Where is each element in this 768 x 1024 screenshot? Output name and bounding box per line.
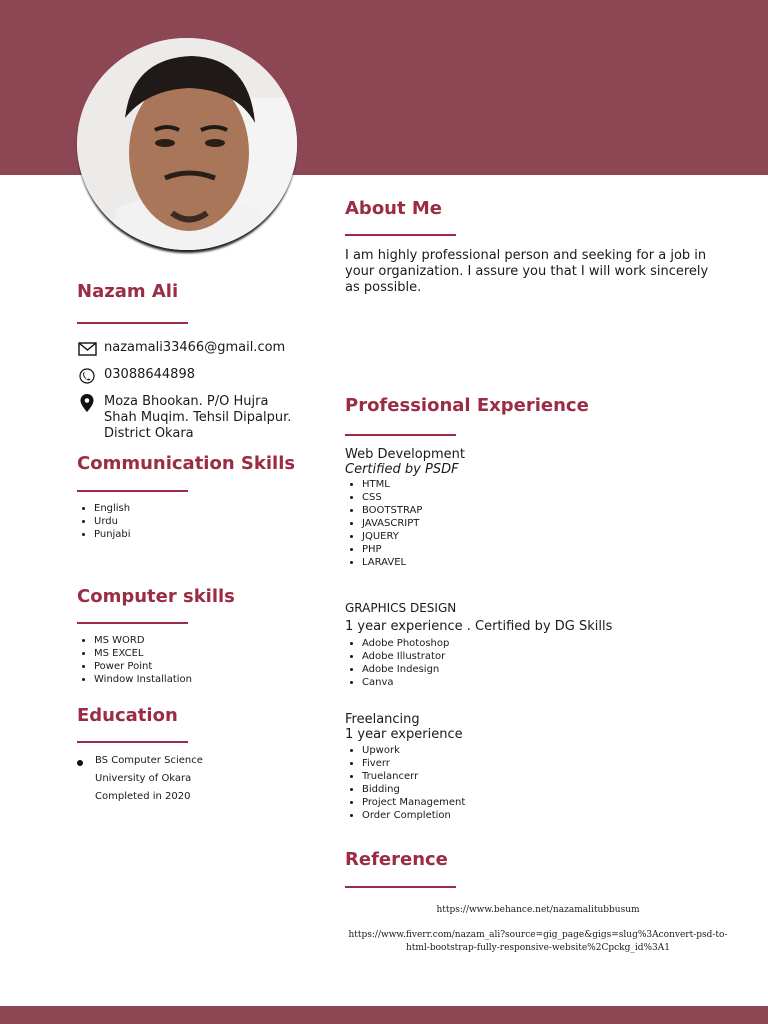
fiverr-link[interactable] xyxy=(345,929,731,955)
list-item: • MS WORD xyxy=(94,634,192,647)
list-item: • JAVASCRIPT xyxy=(362,517,422,530)
about-title: About Me xyxy=(345,198,442,219)
computer-list xyxy=(77,634,192,686)
education-rule xyxy=(77,741,188,743)
web-skills-list xyxy=(345,478,422,569)
list-item: • PHP xyxy=(362,543,422,556)
fiverr-link-line: https://www.fiverr.com/nazam_ali?source=gig_page&gigs=slug%3Aconvert-psd-to- xyxy=(348,930,728,940)
list-item: • HTML xyxy=(362,478,422,491)
about-text: I am highly professional person and seeking for a job in your organization. I assure you that I will work sincerely as possible. xyxy=(345,248,709,295)
behance-link[interactable]: https://www.behance.net/nazamalitubbusum xyxy=(436,905,640,915)
profile-photo xyxy=(77,38,297,250)
footer-band xyxy=(0,1006,768,1024)
list-item: • Urdu xyxy=(94,515,131,528)
list-item: • Punjabi xyxy=(94,528,131,541)
address-line: District Okara xyxy=(104,426,194,441)
contact-phone xyxy=(77,367,195,385)
list-item: • Truelancerr xyxy=(362,770,465,783)
freelancing-subheading: 1 year experience xyxy=(345,727,463,742)
address-text xyxy=(104,394,299,442)
list-item: • English xyxy=(94,502,131,515)
web-heading: Web Development xyxy=(345,447,465,462)
location-pin-icon xyxy=(77,394,97,412)
list-item: • Adobe Illustrator xyxy=(362,650,449,663)
education-line: Completed in 2020 xyxy=(95,791,191,802)
list-item: • Canva xyxy=(362,676,449,689)
list-item: • LARAVEL xyxy=(362,556,422,569)
list-item: • MS EXCEL xyxy=(94,647,192,660)
graphics-skills-list xyxy=(345,637,449,689)
education-line: BS Computer Science xyxy=(95,755,203,766)
list-item: • JQUERY xyxy=(362,530,422,543)
communication-rule xyxy=(77,490,188,492)
freelancing-heading: Freelancing xyxy=(345,712,420,727)
list-item: • Adobe Photoshop xyxy=(362,637,449,650)
address-line: Shah Muqim. Tehsil Dipalpur. xyxy=(104,410,292,425)
reference-title: Reference xyxy=(345,849,448,870)
contact-email xyxy=(77,340,285,358)
communication-list xyxy=(77,502,131,541)
computer-title: Computer skills xyxy=(77,586,235,607)
list-item: • Upwork xyxy=(362,744,465,757)
envelope-icon xyxy=(77,340,97,358)
name-title: Nazam Ali xyxy=(77,281,179,302)
computer-rule xyxy=(77,622,188,624)
list-item: • Project Management xyxy=(362,796,465,809)
list-item: • CSS xyxy=(362,491,422,504)
email-text[interactable]: nazamali33466@gmail.com xyxy=(104,340,286,355)
bullet-dot xyxy=(77,760,83,766)
contact-address xyxy=(77,394,299,442)
fiverr-link-line: html-bootstrap-fully-responsive-website%2Cpckg_id%3A1 xyxy=(405,943,671,953)
experience-rule xyxy=(345,434,456,436)
web-subheading: Certified by PSDF xyxy=(345,462,459,477)
graphics-subheading: 1 year experience . Certified by DG Skills xyxy=(345,619,613,634)
name-rule xyxy=(77,322,188,324)
list-item: • Power Point xyxy=(94,660,192,673)
phone-icon xyxy=(77,367,97,385)
experience-title: Professional Experience xyxy=(345,395,589,416)
list-item: • BOOTSTRAP xyxy=(362,504,422,517)
freelancing-skills-list xyxy=(345,744,465,822)
about-rule xyxy=(345,234,456,236)
education-entry xyxy=(77,752,203,806)
phone-text[interactable]: 03088644898 xyxy=(104,367,195,382)
list-item: • Order Completion xyxy=(362,809,465,822)
graphics-heading: GRAPHICS DESIGN xyxy=(345,601,457,615)
reference-rule xyxy=(345,886,456,888)
education-line: University of Okara xyxy=(95,773,192,784)
list-item: • Adobe Indesign xyxy=(362,663,449,676)
list-item: • Window Installation xyxy=(94,673,192,686)
communication-title: Communication Skills xyxy=(77,453,296,474)
list-item: • Bidding xyxy=(362,783,465,796)
list-item: • Fiverr xyxy=(362,757,465,770)
profile-photo-illustration xyxy=(77,38,297,250)
address-line: Moza Bhookan. P/O Hujra xyxy=(104,394,269,409)
education-title: Education xyxy=(77,705,178,726)
